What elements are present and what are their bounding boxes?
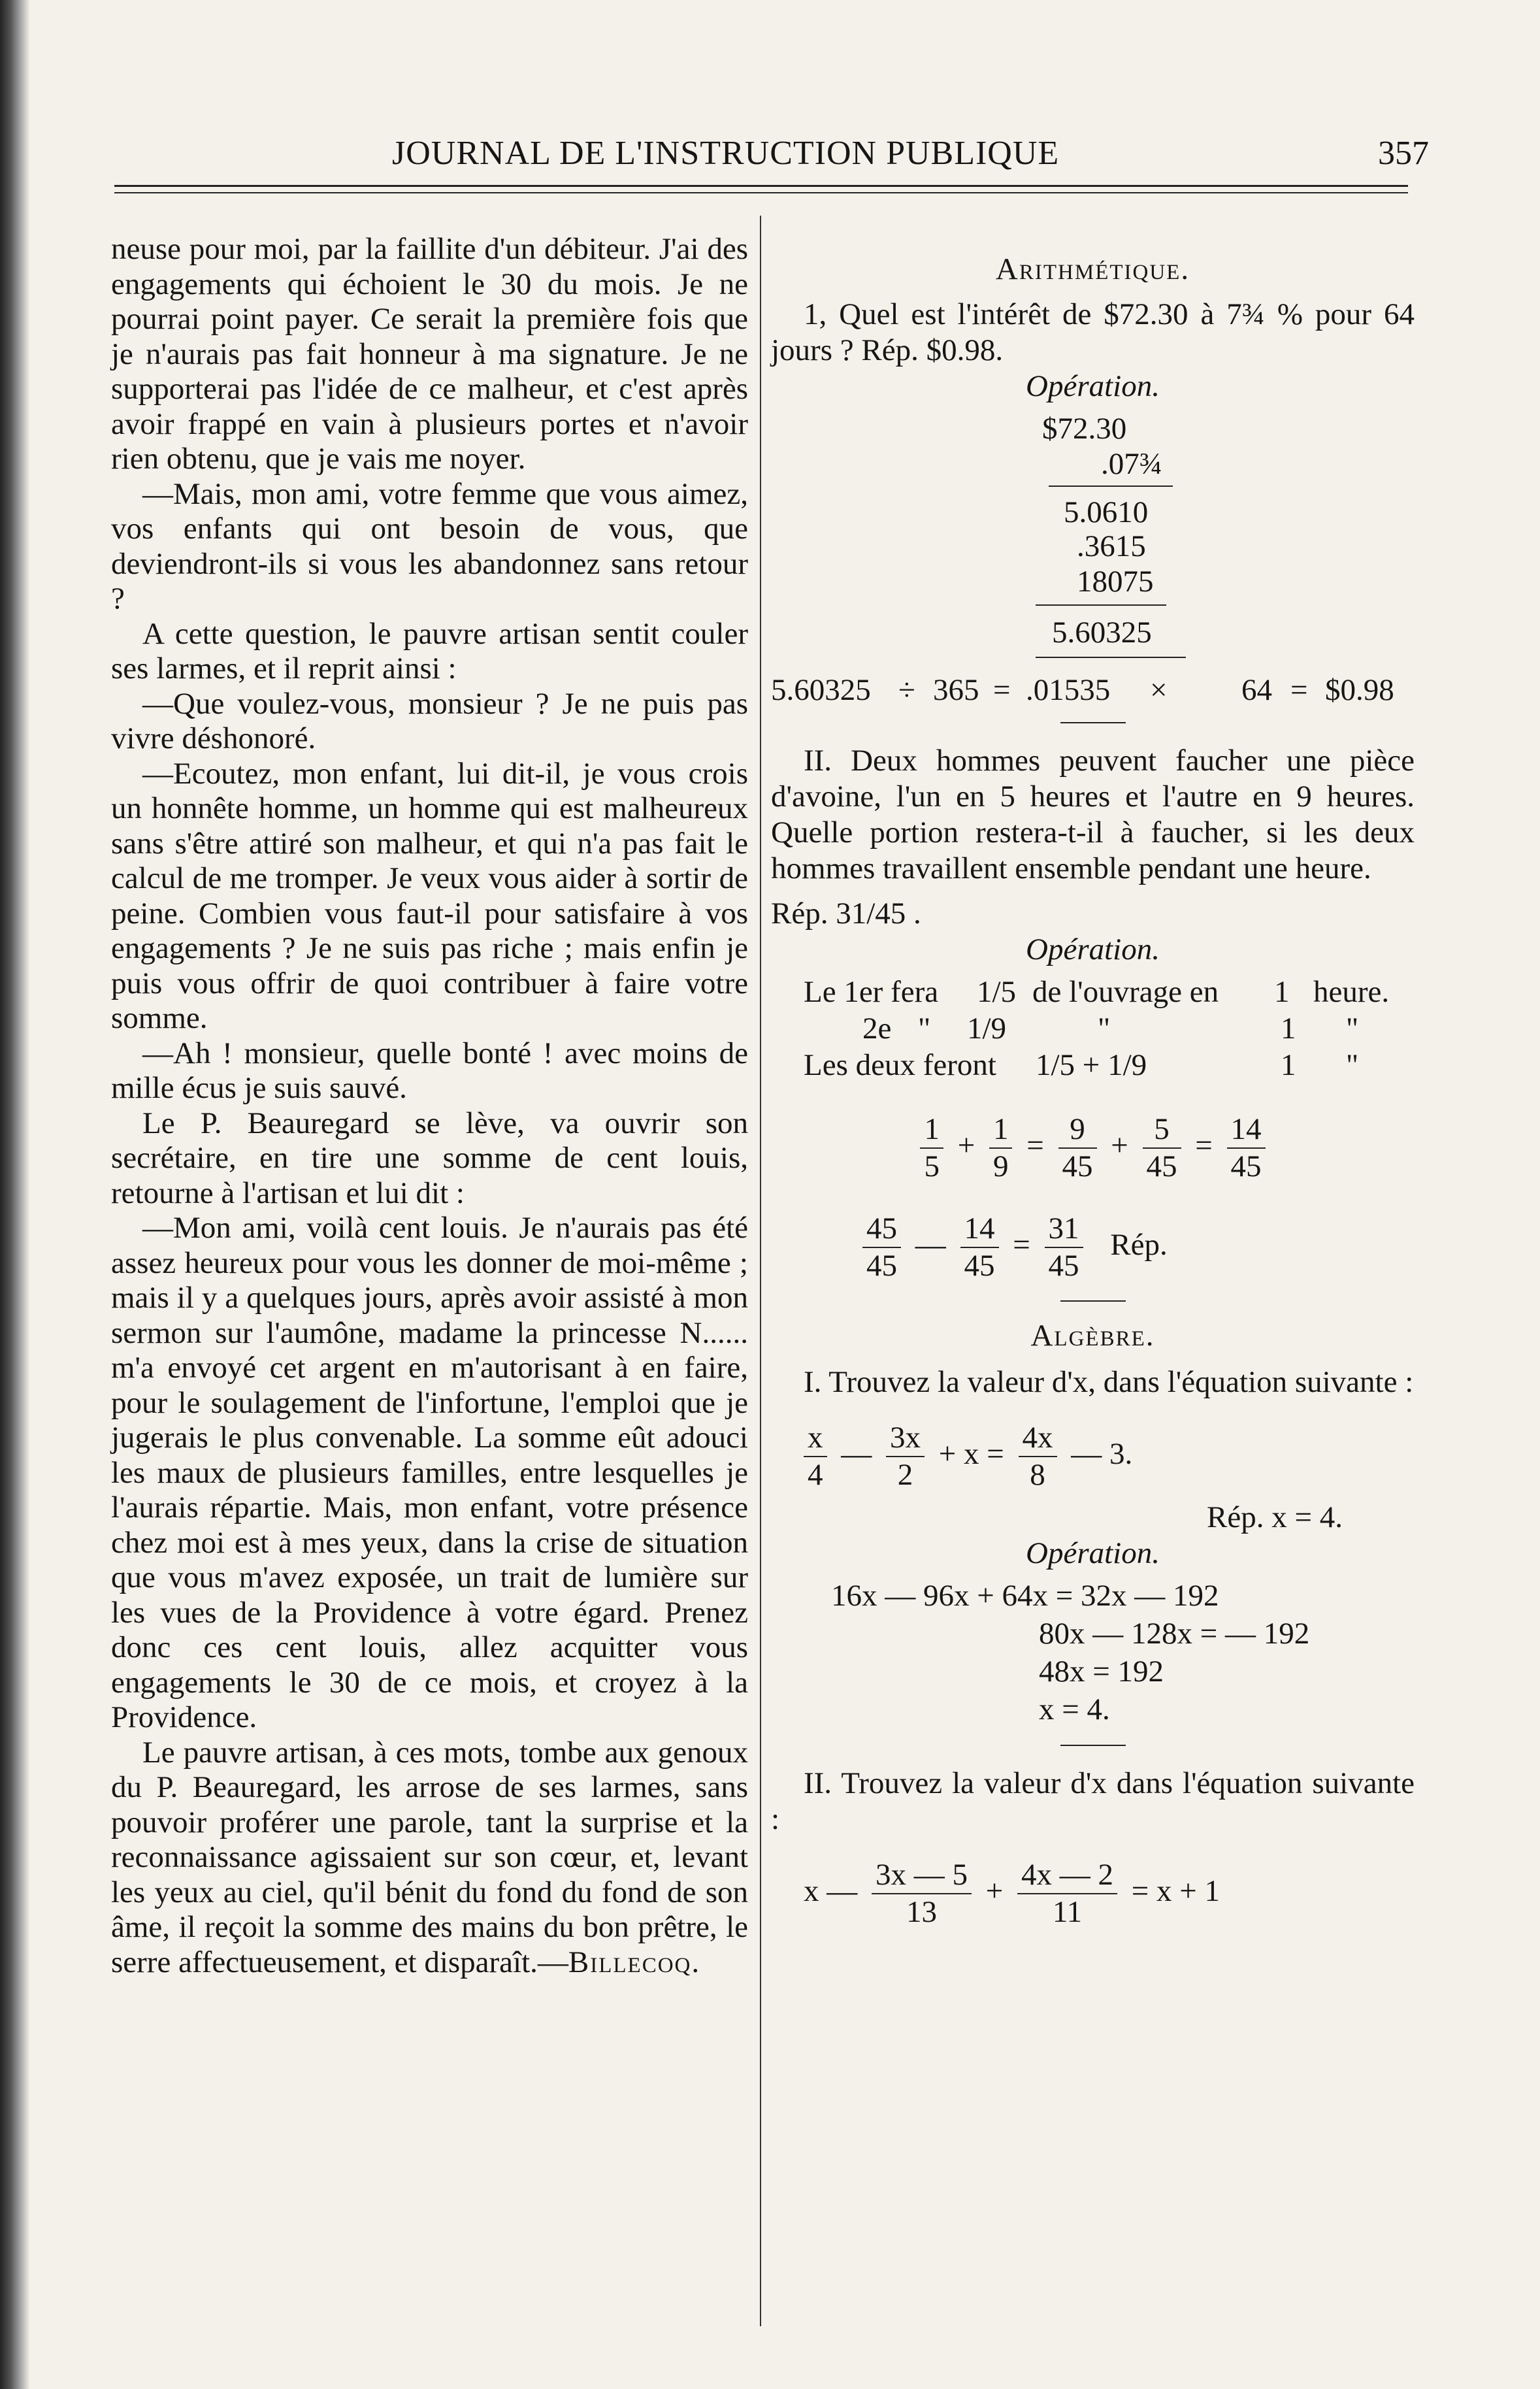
operation-label: Opération. xyxy=(1026,932,1160,966)
work-text: 1 xyxy=(1281,1012,1296,1046)
operator: + xyxy=(957,1128,975,1162)
work-text: Les deux feront xyxy=(804,1048,996,1082)
work-line: x = 4. xyxy=(1039,1692,1110,1726)
answer: Rép. 31/45 . xyxy=(771,897,921,931)
equals-sign: = xyxy=(1290,673,1308,707)
equation-4 xyxy=(771,1857,1415,1930)
section-rule xyxy=(1060,1745,1126,1746)
fraction xyxy=(872,1857,972,1930)
work-text: 1 xyxy=(1274,975,1290,1009)
denominator: 2 xyxy=(897,1458,913,1492)
header-rule-thin xyxy=(114,192,1408,193)
operator: + xyxy=(1111,1128,1128,1162)
work-text: de l'ouvrage en xyxy=(1032,975,1219,1009)
operator: + x = xyxy=(938,1436,1004,1471)
operator: x — xyxy=(804,1873,858,1908)
calc-rule xyxy=(1036,604,1166,606)
calc-term: 5.60325 xyxy=(771,673,871,707)
numerator: 3x — 5 xyxy=(872,1857,972,1894)
numerator: 14 xyxy=(960,1211,999,1248)
fraction xyxy=(989,1112,1013,1185)
numerator: 3x xyxy=(886,1420,925,1457)
answer-label: Rép. xyxy=(1110,1227,1168,1262)
fraction xyxy=(804,1420,827,1493)
operation-label: Opération. xyxy=(1026,1536,1160,1570)
fraction xyxy=(1227,1112,1266,1185)
work-line: 80x — 128x = — 192 xyxy=(1039,1617,1310,1651)
operator: + xyxy=(985,1873,1004,1908)
right-column xyxy=(771,252,1415,1930)
fraction-equation-1 xyxy=(771,1112,1415,1185)
paragraph: —Mon ami, voilà cent louis. Je n'aurais pas été assez heureux pour vous les donner de moi-même ; mais il y a quelques jours, après avoir assisté à mon sermon sur l'aumône, madame la princesse N...... m'a envoyé cet argent en m'autorisant à en faire, pour le soulagement de l'infortune, l'emploi que je jugerais le plus convenable. La somme eût adouci les maux de plusieurs familles, entre lesquelles je l'aurais répartie. Mais, mon enfant, votre présence chez moi est à mes yeux, dans la crise de situation que vous m'avez exposée, un trait de lumière sur les vues de la Providence à votre égard. Prenez donc ces cent louis, allez acquitter vous engagements le 30 de ce mois, et croyez à la Providence. xyxy=(111,1211,748,1734)
page-number: 357 xyxy=(1378,135,1429,172)
left-column xyxy=(111,232,748,1980)
ditto-mark: " xyxy=(1098,1012,1111,1046)
calc-line: .07¾ xyxy=(1101,447,1162,481)
author-signature: Billecoq. xyxy=(568,1945,701,1979)
denominator: 45 xyxy=(1146,1149,1177,1183)
calc-line: 5.0610 xyxy=(1064,495,1149,529)
calc-term: 64 xyxy=(1241,673,1272,707)
work-text: 2e xyxy=(862,1012,892,1046)
operator: = x + 1 xyxy=(1131,1873,1221,1908)
work-fraction: 1/9 xyxy=(967,1012,1007,1046)
numerator: 14 xyxy=(1227,1112,1266,1149)
page-header xyxy=(111,134,1429,180)
journal-title: JOURNAL DE L'INSTRUCTION PUBLIQUE xyxy=(392,135,1060,172)
header-rule xyxy=(114,185,1408,187)
paragraph: A cette question, le pauvre artisan sentit couler ses larmes, et il reprit ainsi : xyxy=(111,616,748,685)
paragraph-text: Le pauvre artisan, à ces mots, tombe aux genoux du P. Beauregard, les arrose de ses larmes, sans pouvoir proférer une parole, tant la surprise et la reconnaissance agissaient sur son cœur, et, levant les yeux au ciel, qu'il bénit du fond du fond de son âme, il reçoit la somme des mains du bon prêtre, le serre affectueusement, et disparaît.— xyxy=(111,1735,748,1979)
denominator: 11 xyxy=(1052,1895,1083,1929)
operator: — 3. xyxy=(1071,1436,1133,1471)
denominator: 13 xyxy=(906,1895,937,1929)
work-text: Le 1er fera xyxy=(804,975,939,1009)
denominator: 45 xyxy=(1062,1149,1093,1183)
ditto-mark: " xyxy=(1346,1012,1359,1046)
problem-3-text: I. Trouvez la valeur d'x, dans l'équation suivante : xyxy=(804,1365,1414,1399)
work-text: 1 xyxy=(1281,1048,1296,1082)
work-fraction: 1/5 xyxy=(977,975,1017,1009)
section-rule xyxy=(1060,1300,1126,1302)
numerator: 5 xyxy=(1143,1112,1181,1149)
operator: = xyxy=(1013,1227,1030,1262)
numerator: 1 xyxy=(989,1112,1013,1149)
equals-sign: = xyxy=(993,673,1011,707)
work-text: heure. xyxy=(1313,975,1390,1009)
numerator: x xyxy=(804,1420,827,1457)
ditto-mark: " xyxy=(918,1012,931,1046)
fraction xyxy=(862,1211,901,1284)
fraction xyxy=(1143,1112,1181,1185)
operator: — xyxy=(841,1436,872,1471)
denominator: 45 xyxy=(1230,1149,1262,1183)
paragraph: —Ecoutez, mon enfant, lui dit-il, je vous crois un honnête homme, un homme qui est malheureux sans s'être attiré son malheur, et qui n'a pas fait le calcul de me tromper. Je veux vous aider à sortir de peine. Combien vous faut-il pour satisfaire à vos engagements ? Je ne suis pas riche ; mais enfin je puis vous offrir de quoi contribuer à faire votre somme. xyxy=(111,756,748,1035)
denominator: 45 xyxy=(964,1249,995,1283)
fraction xyxy=(960,1211,999,1284)
denominator: 45 xyxy=(866,1249,897,1283)
calc-result: $0.98 xyxy=(1325,673,1394,707)
section-rule xyxy=(1060,722,1126,723)
final-calculation xyxy=(771,672,1415,718)
fraction xyxy=(1017,1857,1117,1930)
calc-line: $72.30 xyxy=(1042,412,1127,446)
operation-label: Opération. xyxy=(1026,369,1160,403)
denominator: 45 xyxy=(1048,1249,1079,1283)
arithmetic-heading: Arithmétique. xyxy=(995,252,1190,286)
numerator: 45 xyxy=(862,1211,901,1248)
operator: = xyxy=(1195,1128,1213,1162)
paragraph: neuse pour moi, par la faillite d'un débiteur. J'ai des engagements qui échoient le 30 du mois. Je ne pourrai point payer. Ce serait la première fois que je n'aurais pas fait honneur à ma signature. Je ne supporterai pas l'idée de ce malheur, et c'est après avoir frappé en vain à plusieurs portes et n'avoir rien obtenu, que je vais me noyer. xyxy=(111,232,748,476)
numerator: 31 xyxy=(1045,1211,1083,1248)
denominator: 5 xyxy=(924,1149,940,1183)
denominator: 8 xyxy=(1030,1458,1045,1492)
algebra-heading: Algèbre. xyxy=(1030,1319,1155,1353)
numerator: 1 xyxy=(920,1112,943,1149)
operator: — xyxy=(915,1227,946,1262)
fraction xyxy=(920,1112,943,1185)
divide-sign: ÷ xyxy=(898,673,915,707)
column-divider xyxy=(760,216,761,2326)
fraction xyxy=(1045,1211,1083,1284)
denominator: 4 xyxy=(808,1458,823,1492)
ditto-mark: " xyxy=(1346,1048,1359,1082)
times-sign: × xyxy=(1150,673,1168,707)
calculation-block xyxy=(771,404,1415,672)
fraction xyxy=(1019,1420,1057,1493)
calc-line: .3615 xyxy=(1077,529,1146,563)
calc-rule xyxy=(1036,657,1186,658)
calc-line: 18075 xyxy=(1077,565,1154,599)
work-fraction: 1/5 + 1/9 xyxy=(1036,1048,1147,1082)
fraction-equation-2 xyxy=(771,1211,1415,1284)
numerator: 9 xyxy=(1058,1112,1097,1149)
problem-2-text: II. Deux hommes peuvent faucher une pièce d'avoine, l'un en 5 heures et l'autre en 9 heures. Quelle portion restera-t-il à faucher, si les deux hommes travaillent ensemble pendant une heure. xyxy=(771,744,1415,885)
problem-1-text: 1, Quel est l'intérêt de $72.30 à 7¾ % pour 64 jours ? Rép. $0.98. xyxy=(771,297,1415,367)
fraction xyxy=(886,1420,925,1493)
work-lines xyxy=(771,974,1415,1085)
closing-paragraph xyxy=(111,1736,748,1981)
denominator: 9 xyxy=(992,1149,1009,1183)
paragraph: —Mais, mon ami, votre femme que vous aimez, vos enfants qui ont besoin de vous, que deviendront-ils si vous les abandonnez sans retour ? xyxy=(111,476,748,616)
work-line: 48x = 192 xyxy=(1039,1655,1164,1689)
calc-line: 5.60325 xyxy=(1052,616,1152,650)
paragraph: —Ah ! monsieur, quelle bonté ! avec moins de mille écus je suis sauvé. xyxy=(111,1036,748,1105)
answer: Rép. x = 4. xyxy=(1207,1500,1343,1534)
numerator: 4x xyxy=(1019,1420,1057,1457)
paragraph: Le P. Beauregard se lève, va ouvrir son secrétaire, en tire une somme de cent louis, retourne à l'artisan et lui dit : xyxy=(111,1106,748,1210)
paragraph: —Que voulez-vous, monsieur ? Je ne puis pas vivre déshonoré. xyxy=(111,686,748,755)
problem-4-text: II. Trouvez la valeur d'x dans l'équation suivante : xyxy=(771,1766,1415,1836)
algebra-work xyxy=(771,1578,1415,1735)
fraction xyxy=(1058,1112,1097,1185)
work-line: 16x — 96x + 64x = 32x — 192 xyxy=(831,1579,1219,1613)
operator: = xyxy=(1026,1128,1044,1162)
calc-term: 365 xyxy=(933,673,979,707)
equation-3 xyxy=(771,1420,1415,1493)
calc-term: .01535 xyxy=(1026,673,1111,707)
numerator: 4x — 2 xyxy=(1017,1857,1117,1894)
calc-rule xyxy=(1049,486,1173,487)
book-spine-shadow xyxy=(0,0,30,2389)
